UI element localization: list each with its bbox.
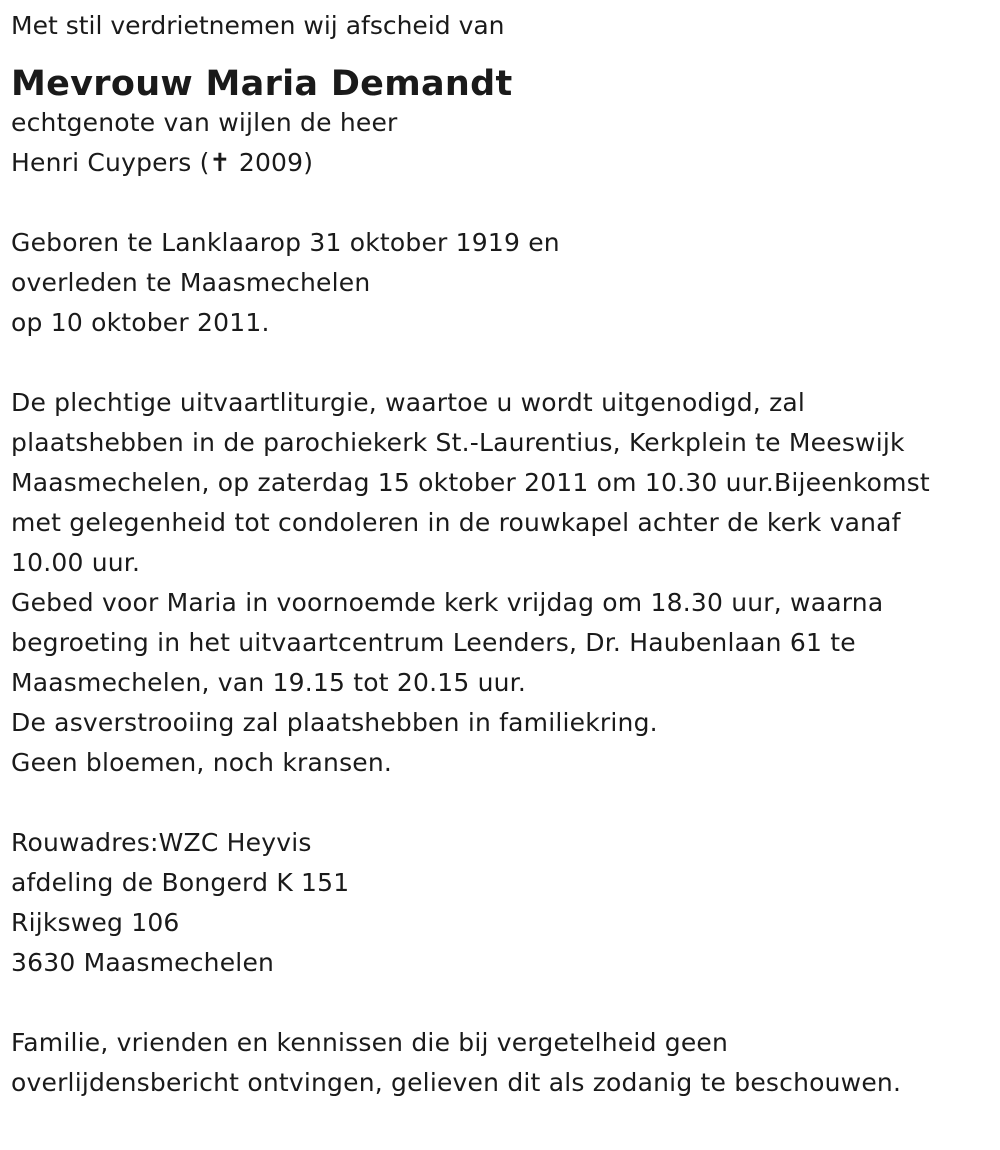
address-line: Rijksweg 106 (11, 908, 180, 937)
address-line: afdeling de Bongerd K 151 (11, 868, 350, 897)
ceremony-line: plaatshebben in de parochiekerk St.-Laurentius, Kerkplein te Meeswijk (11, 428, 905, 457)
ceremony-line: met gelegenheid tot condoleren in de rouwkapel achter de kerk vanaf (11, 508, 901, 537)
spouse-line-2: Henri Cuypers (✝ 2009) (11, 148, 314, 177)
ceremony-section (11, 383, 1000, 783)
death-place-line: overleden te Maasmechelen (11, 268, 371, 297)
ceremony-line: begroeting in het uitvaartcentrum Leenders, Dr. Haubenlaan 61 te (11, 628, 856, 657)
spouse-section (11, 103, 1000, 183)
ceremony-line: 10.00 uur. (11, 548, 141, 577)
deceased-name: Mevrouw Maria Demandt (11, 64, 513, 104)
closing-line: overlijdensbericht ontvingen, gelieven dit als zodanig te beschouwen. (11, 1068, 902, 1097)
birth-death-section (11, 223, 1000, 343)
intro-text: Met stil verdrietnemen wij afscheid van (11, 11, 505, 40)
spacer (11, 343, 1000, 383)
ceremony-line: Maasmechelen, op zaterdag 15 oktober 2011 om 10.30 uur.Bijeenkomst (11, 468, 930, 497)
spacer (11, 783, 1000, 823)
spouse-line-1: echtgenote van wijlen de heer (11, 108, 398, 137)
ceremony-line: Maasmechelen, van 19.15 tot 20.15 uur. (11, 668, 527, 697)
closing-line: Familie, vrienden en kennissen die bij vergetelheid geen (11, 1028, 729, 1057)
address-line: Rouwadres:WZC Heyvis (11, 828, 312, 857)
ceremony-line: Geen bloemen, noch kransen. (11, 748, 393, 777)
spacer (11, 183, 1000, 223)
closing-section (11, 1023, 1000, 1103)
ceremony-line: De plechtige uitvaartliturgie, waartoe u wordt uitgenodigd, zal (11, 388, 806, 417)
address-line: 3630 Maasmechelen (11, 948, 275, 977)
mourning-address-section (11, 823, 1000, 983)
birth-line: Geboren te Lanklaarop 31 oktober 1919 en (11, 228, 560, 257)
spacer (11, 983, 1000, 1023)
ceremony-line: Gebed voor Maria in voornoemde kerk vrijdag om 18.30 uur, waarna (11, 588, 884, 617)
death-date-line: op 10 oktober 2011. (11, 308, 270, 337)
ceremony-line: De asverstrooiing zal plaatshebben in familiekring. (11, 708, 658, 737)
